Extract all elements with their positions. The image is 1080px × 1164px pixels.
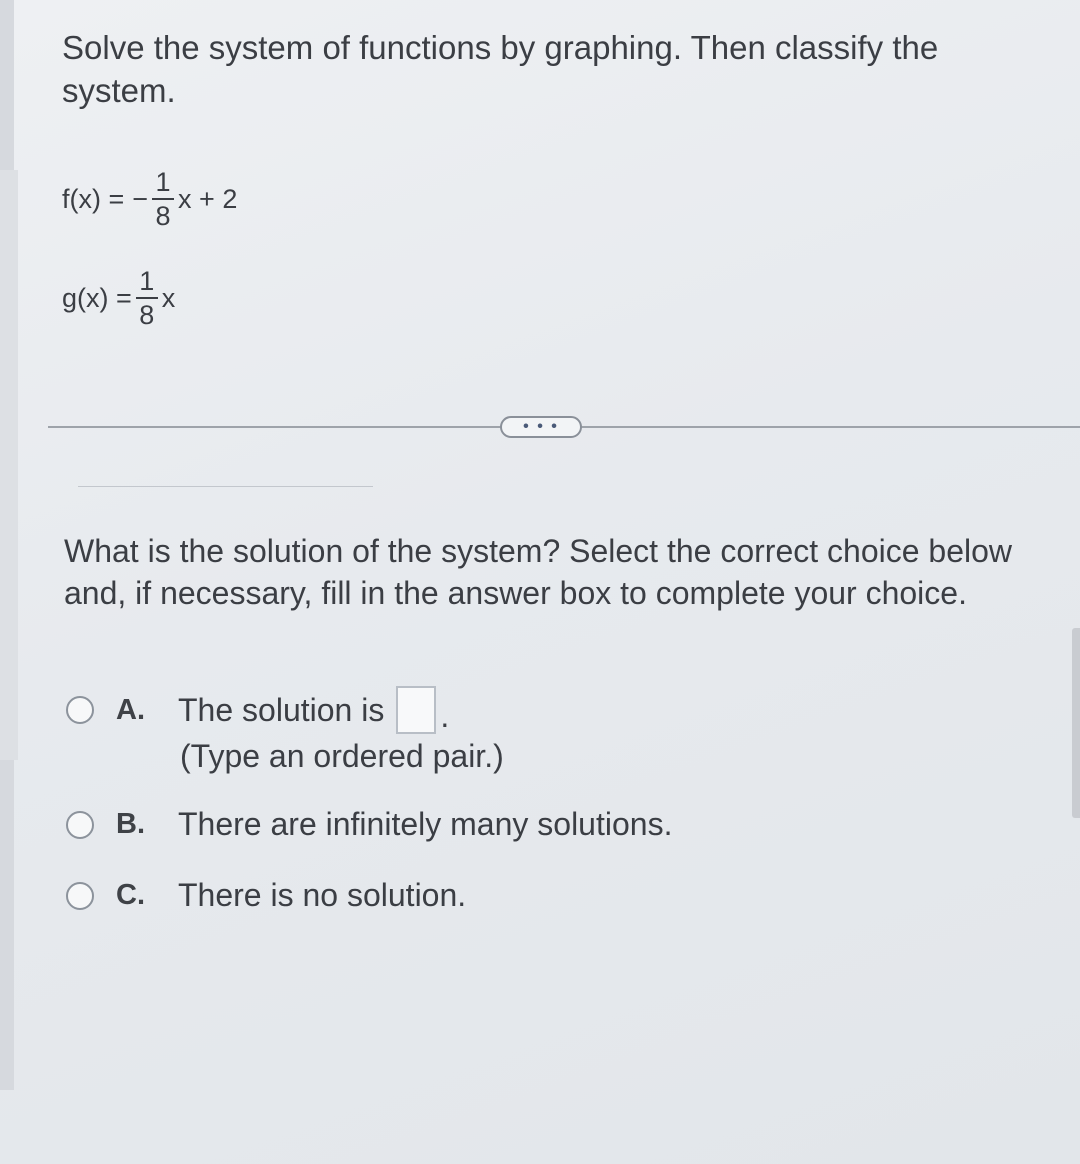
equation-g-numerator: 1	[139, 266, 155, 296]
equation-f-denominator: 8	[155, 201, 171, 231]
choice-b-radio[interactable]	[66, 811, 94, 839]
equation-f-numerator: 1	[155, 167, 171, 197]
choice-b-text: There are infinitely many solutions.	[178, 806, 673, 842]
choice-c[interactable]	[66, 877, 466, 914]
fraction-bar	[152, 198, 174, 200]
choice-c-text: There is no solution.	[178, 877, 467, 913]
equation-f	[62, 157, 237, 241]
equation-f-sign: −	[132, 183, 149, 214]
fraction-bar	[136, 297, 158, 299]
answer-input[interactable]	[396, 686, 436, 734]
question-text: What is the solution of the system? Select the correct choice below and, if necessary, fill in the answer box to complete your choice.	[64, 533, 1013, 611]
choice-c-radio[interactable]	[66, 882, 94, 910]
choice-a-text: The solution is	[178, 691, 385, 728]
choice-b-letter: B.	[116, 808, 145, 840]
choice-a[interactable]	[66, 686, 449, 734]
equation-g-tail: x	[161, 282, 176, 313]
equation-f-fraction	[152, 168, 174, 230]
choice-c-letter: C.	[116, 879, 145, 911]
choice-a-letter: A.	[116, 693, 145, 726]
equation-g-lhs: g(x) =	[62, 282, 132, 313]
equation-f-tail: x + 2	[178, 183, 238, 214]
left-edge-panel	[0, 170, 18, 760]
choice-a-radio[interactable]	[66, 696, 94, 724]
scrollbar-thumb[interactable]	[1072, 628, 1080, 818]
short-rule	[78, 486, 373, 487]
equation-g	[62, 256, 175, 340]
more-options-button[interactable]: • • •	[500, 416, 582, 438]
equation-f-lhs: f(x) =	[62, 183, 125, 214]
equation-g-fraction	[136, 267, 158, 329]
problem-title: Solve the system of functions by graphing. Then classify the system.	[62, 29, 939, 109]
choice-a-suffix: .	[440, 697, 450, 734]
choice-a-hint: (Type an ordered pair.)	[180, 738, 504, 774]
choice-b[interactable]	[66, 806, 672, 843]
equation-g-denominator: 8	[139, 300, 155, 330]
